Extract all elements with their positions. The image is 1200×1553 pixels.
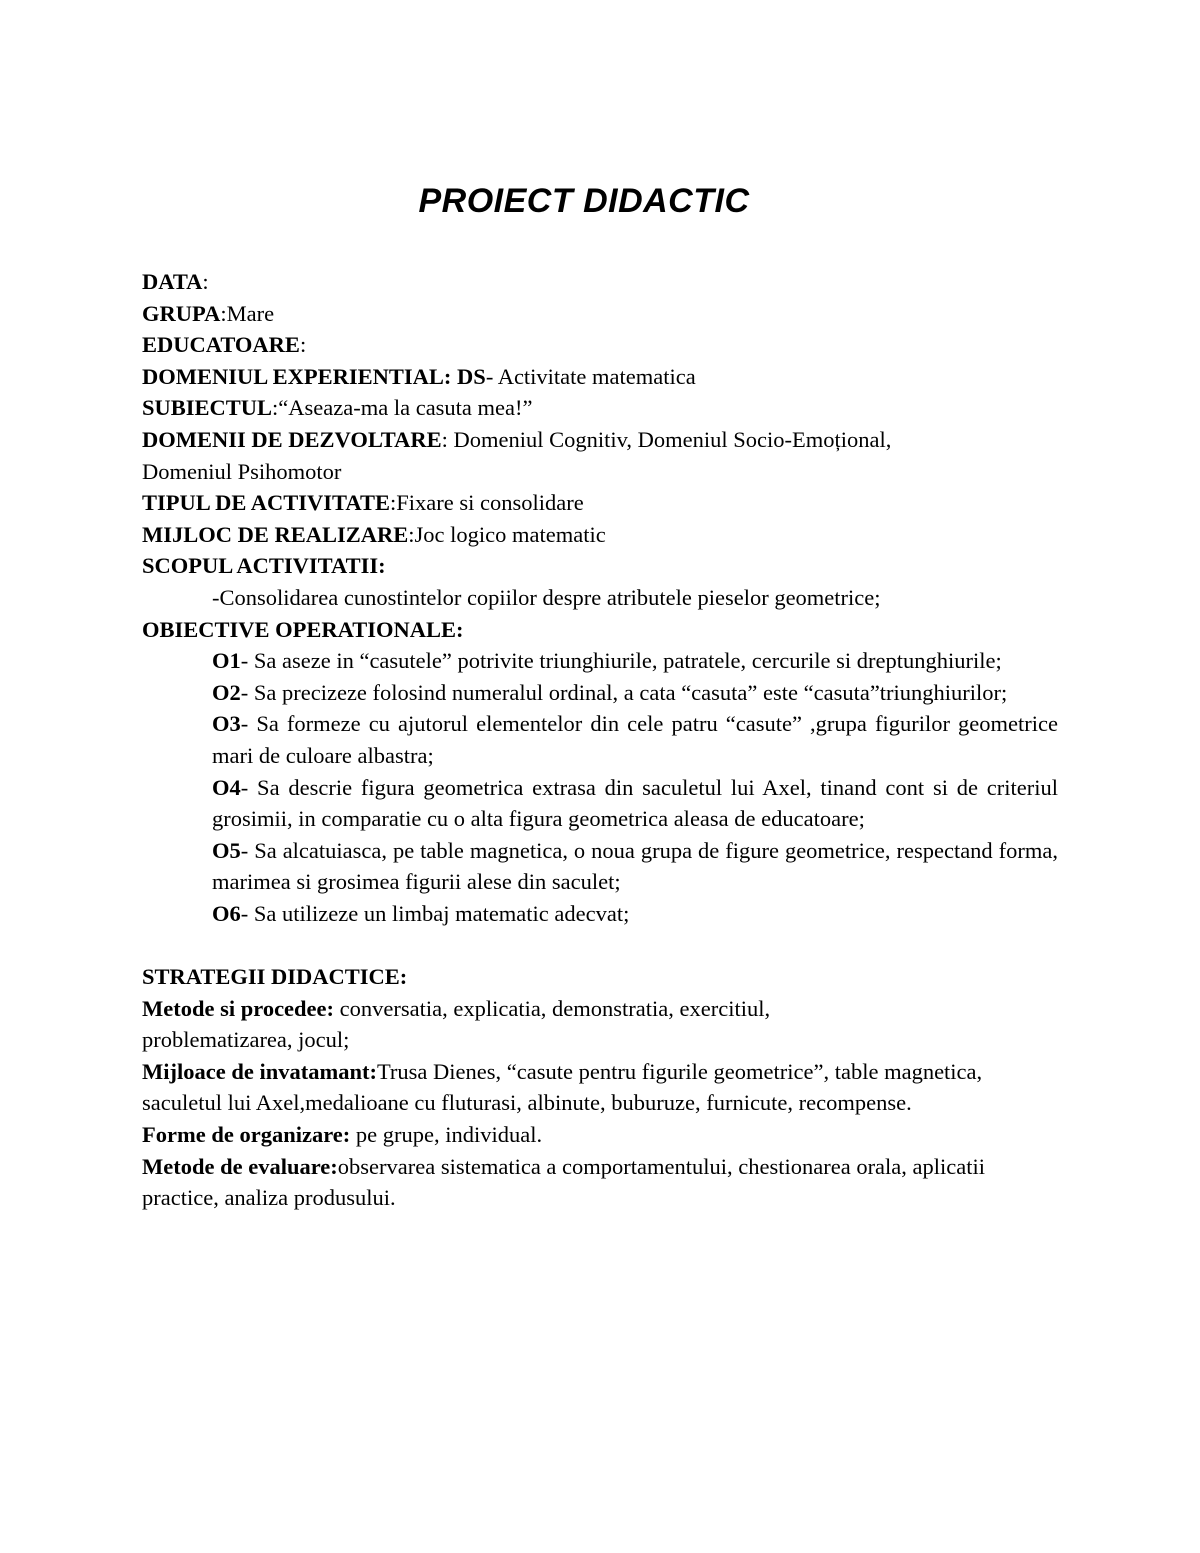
data-line xyxy=(142,266,1058,298)
domenii-line xyxy=(142,424,942,487)
mijloc-label: MIJLOC DE REALIZARE xyxy=(142,521,409,547)
evaluare-line xyxy=(142,1151,1042,1214)
grupa-label: GRUPA xyxy=(142,300,221,326)
evaluare-value: observarea sistematica a comportamentului, chestionarea orala, aplicatii practice, analiza produsului. xyxy=(142,1153,985,1211)
blank-line xyxy=(142,929,1058,961)
mijloace-value: Trusa Dienes, “casute pentru figurile geometrice”, table magnetica, saculetul lui Axel,medalioane cu fluturasi, albinute, buburuze, furnicute, recompense. xyxy=(142,1058,983,1116)
scopul-text: -Consolidarea cunostintelor copiilor despre atributele pieselor geometrice; xyxy=(212,584,881,610)
obiective-heading: OBIECTIVE OPERATIONALE: xyxy=(142,616,464,642)
subiectul-value: :“Aseaza-ma la casuta mea!” xyxy=(272,395,533,421)
domeniul-value: - Activitate matematica xyxy=(485,363,696,389)
domenii-value: : Domeniul Cognitiv, Domeniul Socio-Emoțional, Domeniul Psihomotor xyxy=(142,426,892,484)
scopul-heading: SCOPUL ACTIVITATII: xyxy=(142,553,386,579)
objective-item xyxy=(142,898,1058,930)
objective-code: O3 xyxy=(212,711,241,737)
domeniul-label: DOMENIUL EXPERIENTIAL: DS xyxy=(142,363,486,389)
metode-line xyxy=(142,993,922,1056)
data-value: : xyxy=(202,269,209,294)
metode-label: Metode si procedee: xyxy=(142,995,335,1021)
objective-text: - Sa descrie figura geometrica extrasa din saculetul lui Axel, tinand cont si de criteriul grosimii, in comparatie cu o alta figura geometrica aleasa de educatoare; xyxy=(212,774,1058,832)
forme-line xyxy=(142,1119,1058,1151)
mijloace-label: Mijloace de invatamant: xyxy=(142,1058,377,1084)
mijloace-line xyxy=(142,1056,1047,1119)
objective-code: O1 xyxy=(212,648,241,674)
objective-item xyxy=(142,677,1058,709)
domeniul-line xyxy=(142,361,1058,393)
forme-label: Forme de organizare: xyxy=(142,1122,351,1148)
mijloc-line xyxy=(142,519,1058,551)
evaluare-label: Metode de evaluare: xyxy=(142,1153,338,1179)
strategii-heading: STRATEGII DIDACTICE: xyxy=(142,964,408,990)
educatoare-value: : xyxy=(299,332,307,358)
objective-text: - Sa alcatuiasca, pe table magnetica, o noua grupa de figure geometrice, respectand forma, marimea si grosimea figurii alese din saculet; xyxy=(212,837,1058,895)
educatoare-line xyxy=(142,329,1058,361)
document-body xyxy=(142,266,1058,1214)
data-label: DATA xyxy=(142,269,203,294)
mijloc-value: :Joc logico matematic xyxy=(408,521,606,547)
objective-code: O2 xyxy=(212,679,241,705)
tipul-label: TIPUL DE ACTIVITATE xyxy=(142,490,390,516)
objective-item xyxy=(142,835,1058,898)
objective-item xyxy=(142,645,1058,677)
tipul-line xyxy=(142,487,1058,519)
domenii-label: DOMENII DE DEZVOLTARE xyxy=(142,426,442,452)
objective-code: O6 xyxy=(212,900,241,926)
objective-code: O5 xyxy=(212,837,241,863)
objective-text: - Sa aseze in “casutele” potrivite triunghiurile, patratele, cercurile si dreptunghiurile; xyxy=(240,648,1002,674)
forme-value: pe grupe, individual. xyxy=(350,1122,543,1148)
document-title: PROIECT DIDACTIC xyxy=(418,182,750,220)
objective-code: O4 xyxy=(212,774,241,800)
objective-text: - Sa utilizeze un limbaj matematic adecvat; xyxy=(240,900,630,926)
subiectul-label: SUBIECTUL xyxy=(142,395,273,421)
objective-text: - Sa formeze cu ajutorul elementelor din cele patru “casute” ,grupa figurilor geometrice mari de culoare albastra; xyxy=(212,711,1058,768)
metode-value: conversatia, explicatia, demonstratia, exercitiul, problematizarea, jocul; xyxy=(142,995,771,1053)
subiectul-line xyxy=(142,392,1058,424)
grupa-value: :Mare xyxy=(220,300,275,326)
tipul-value: :Fixare si consolidare xyxy=(389,490,584,516)
grupa-line xyxy=(142,298,1058,330)
objective-item xyxy=(142,708,1058,771)
objective-text: - Sa precizeze folosind numeralul ordinal, a cata “casuta” este “casuta”triunghiurilor; xyxy=(240,679,1008,705)
educatoare-label: EDUCATOARE xyxy=(142,332,300,358)
objective-item xyxy=(142,772,1058,835)
